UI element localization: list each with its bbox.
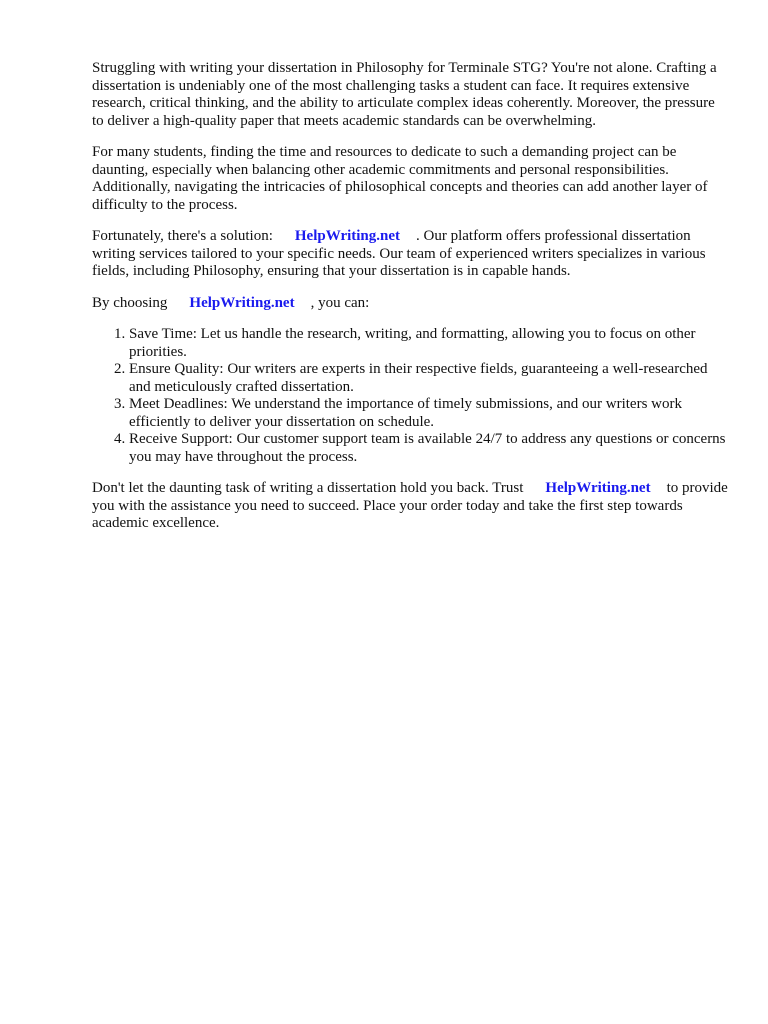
helpwriting-link-1[interactable]: HelpWriting.net [294,228,401,244]
choosing-text-before: By choosing [92,294,168,311]
solution-text-after: . Our platform offers professional dissertation writing services tailored to your specific needs. Our team of experienced writers specializes in various fields, including Philosophy, ensuring that your dissertation is in capable hands. [92,228,706,279]
closing-text-before: Don't let the daunting task of writing a dissertation hold you back. Trust [92,480,524,496]
helpwriting-link-3[interactable]: HelpWriting.net [545,480,651,496]
list-item: 2. Ensure Quality: Our writers are experts in their respective fields, guaranteeing a well-researched and meticulously crafted dissertation. [129,361,728,396]
list-item: 1. Save Time: Let us handle the research, writing, and formatting, allowing you to focus on other priorities. [129,326,728,361]
list-item: 3. Meet Deadlines: We understand the importance of timely submissions, and our writers work efficiently to deliver your dissertation on schedule. [129,396,728,431]
closing-paragraph [92,480,728,533]
closing-text-after: to provide you with the assistance you need to succeed. Place your order today and take the first step towards academic excellence. [92,480,728,531]
solution-text-before: Fortunately, there's a solution: [92,228,273,244]
solution-paragraph [92,228,728,281]
challenges-paragraph: For many students, finding the time and resources to dedicate to such a demanding project can be daunting, especially when balancing other academic commitments and personal responsibilities. Additionally, navigating the intricacies of philosophical concepts and theories can add another layer of difficulty to the process. [92,144,708,213]
choosing-text-after: , you can: [310,294,370,311]
list-item: 4. Receive Support: Our customer support team is available 24/7 to address any questions or concerns you may have throughout the process. [129,431,728,466]
benefits-list [92,326,728,466]
document-body [92,60,728,547]
intro-paragraph: Struggling with writing your dissertation in Philosophy for Terminale STG? You're not alone. Crafting a dissertation is undeniably one of the most challenging tasks a student can face. It requires extensive research, critical thinking, and the ability to articulate complex ideas coherently. Moreover, the pressure to deliver a high-quality paper that meets academic standards can be overwhelming. [92,60,717,129]
choosing-paragraph [92,295,728,313]
helpwriting-link-2[interactable]: HelpWriting.net [189,294,295,311]
